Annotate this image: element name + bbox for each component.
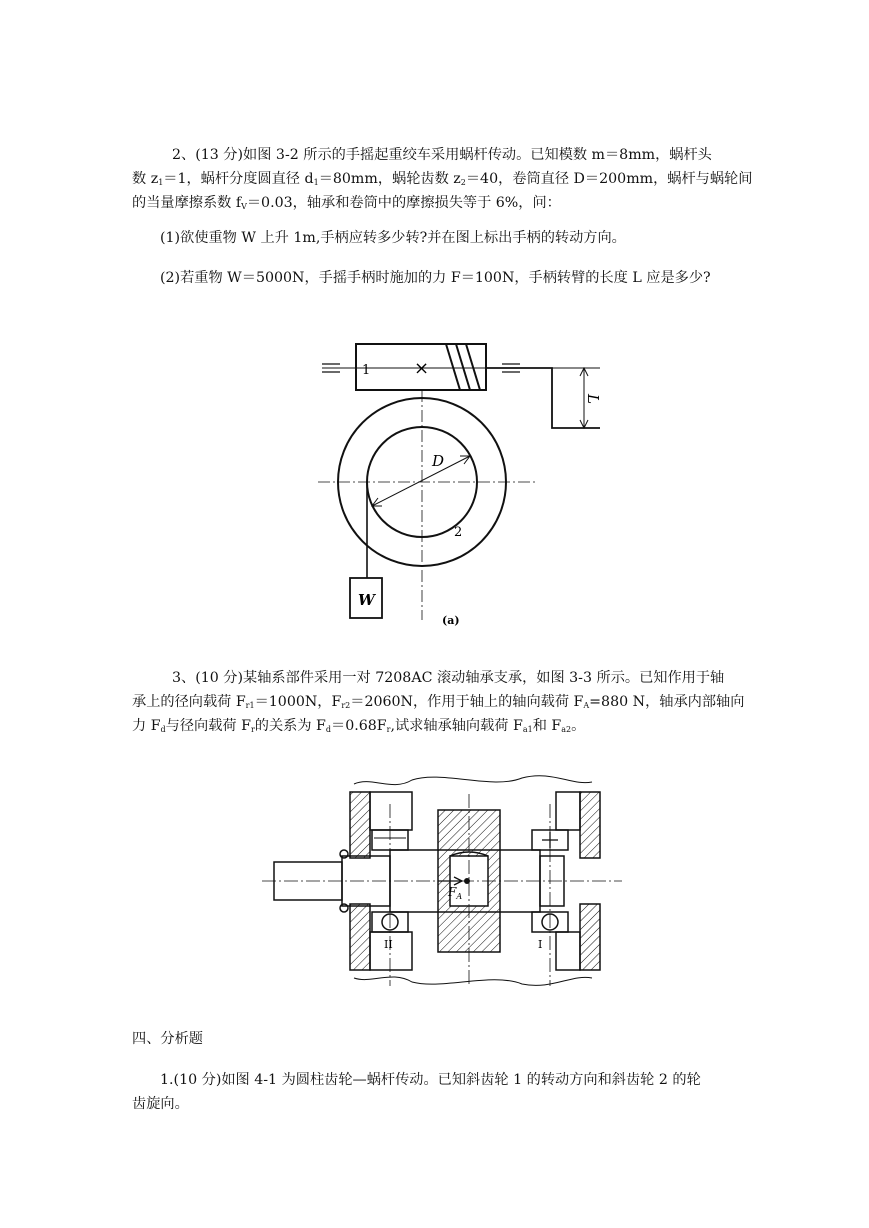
label-D: D [432,452,445,470]
q2-line-2: 数 $z_1=1$，蜗杆分度圆直径 $d_1=80mm$，蜗轮齿数 $z_2=40$，卷筒直径 D＝200mm，蜗杆与蜗轮间 [132,171,753,187]
figure-shaft-bearings [262,764,624,996]
label-bearing-II: II [384,938,393,951]
label-FA: $F_A$ [448,885,463,901]
question-3 [132,666,744,738]
q2-sub-question-1: (1)欲使重物 W 上升 1m,手柄应转多少转?并在图上标出手柄的转动方向。 [160,230,626,246]
q3-line-3: 力 $F_d$与径向载荷 $F_r$的关系为 $F_d=0.68F_r$,试求轴承轴向载荷 $F_{a1}$和 $F_{a2}$。 [132,718,586,734]
q2-line-1: 2、(13 分)如图 3-2 所示的手摇起重绞车采用蜗杆传动。已知模数 m＝8mm，蜗杆头 [172,147,712,163]
q2-sub-question-2: (2)若重物 W＝5000N，手摇手柄时施加的力 F＝100N，手柄转臂的长度 L 应是多少? [160,270,711,286]
section-4-heading: 四、分析题 [132,1031,203,1047]
q2-line-3: 的当量摩擦系数 $f_V=0.03$，轴承和卷筒中的摩擦损失等于 6%，问： [132,195,561,211]
label-weight-W: W [358,591,375,609]
q3-line-1: 3、(10 分)某轴系部件采用一对 7208AC 滚动轴承支承，如图 3-3 所示。已知作用于轴 [172,670,725,686]
figure-winch-worm-drive [300,330,620,630]
q3-line-2: 承上的径向载荷 $F_{r1}=1000N$，$F_{r2}=2060N$，作用于轴上的轴向载荷 $F_A=880$ N，轴承内部轴向 [132,694,745,710]
q4-line-2: 齿旋向。 [132,1096,189,1112]
q4-line-1: 1.(10 分)如图 4-1 为圆柱齿轮—蜗杆传动。已知斜齿轮 1 的转动方向和斜齿轮 2 的轮 [160,1072,701,1088]
label-L: L [584,394,602,404]
question-4-1 [132,1068,744,1116]
label-worm-1: 1 [362,363,371,378]
label-center-x: × [414,358,430,379]
label-wheel-2: 2 [454,525,463,540]
question-2 [132,143,753,215]
label-bearing-I: I [538,938,543,951]
figure-caption-a: (a) [442,614,460,627]
